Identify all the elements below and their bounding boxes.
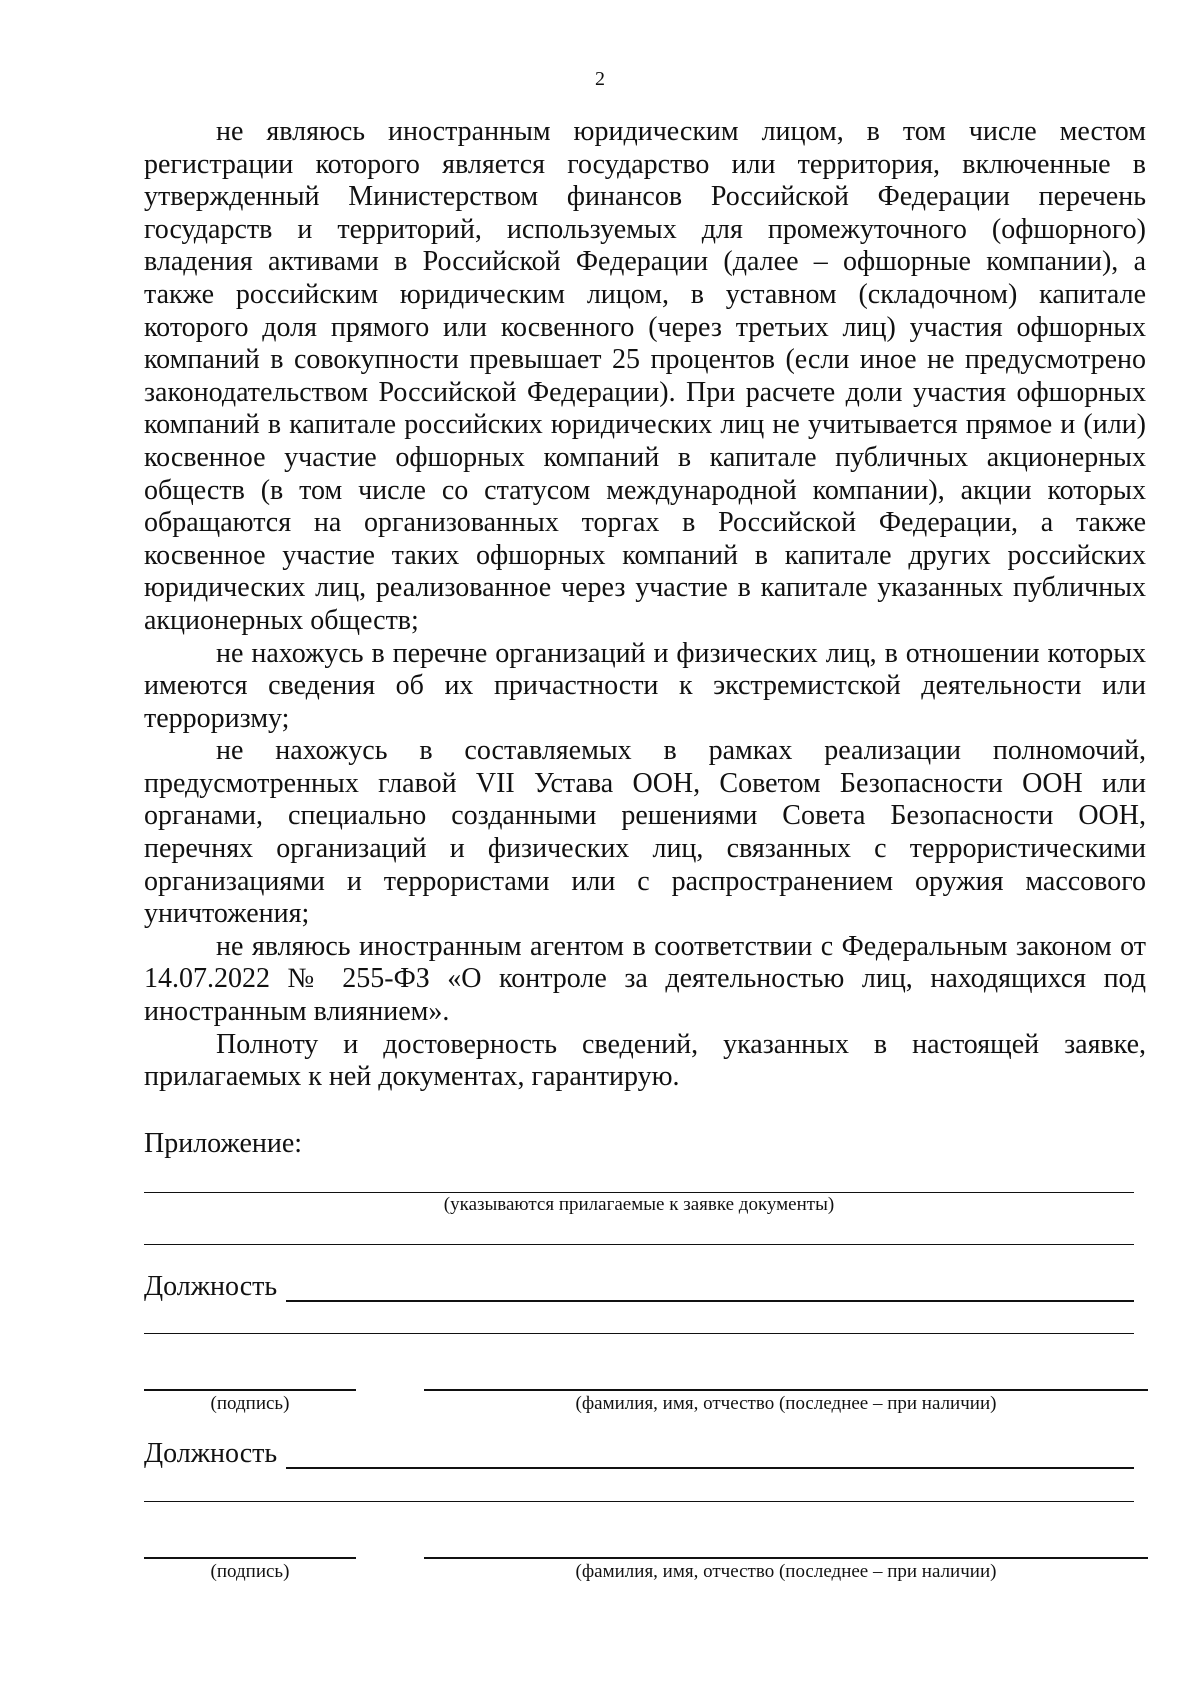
position-label-1: Должность bbox=[144, 1271, 278, 1302]
position-extra-line-1[interactable] bbox=[144, 1333, 1134, 1334]
position-extra-line-2[interactable] bbox=[144, 1501, 1134, 1502]
signature-caption-1: (подпись) bbox=[210, 1393, 290, 1414]
name-line-2[interactable] bbox=[424, 1557, 1148, 1559]
position-label-2: Должность bbox=[144, 1438, 278, 1469]
signature-caption-2: (подпись) bbox=[210, 1561, 290, 1582]
page-number: 2 bbox=[595, 68, 605, 90]
signature-line-2[interactable] bbox=[144, 1557, 356, 1559]
name-line-1[interactable] bbox=[424, 1389, 1148, 1391]
name-caption-2: (фамилия, имя, отчество (последнее – при наличии) bbox=[575, 1561, 997, 1582]
position-field-2[interactable] bbox=[286, 1467, 1134, 1469]
position-field-1[interactable] bbox=[286, 1300, 1134, 1302]
appendix-line-1[interactable] bbox=[144, 1192, 1134, 1193]
paragraph-guarantee: Полноту и достоверность сведений, указанных в настоящей заявке, прилагаемых к ней документах, гарантирую. bbox=[144, 1028, 1146, 1093]
paragraph-un-sanctions: не нахожусь в составляемых в рамках реализации полномочий, предусмотренных главой VII Устава ООН, Советом Безопасности ООН или органами, специально созданными решениями Совета Безопасности ООН, перечнях организаций и физических лиц, связанных с террористическими организациями и террористами или с распространением оружия массового уничтожения; bbox=[144, 735, 1146, 930]
paragraph-offshore: не являюсь иностранным юридическим лицом, в том числе местом регистрации которого является государство или территория, включенные в утвержденный Министерством финансов Российской Федерации перечень государств и территорий, используемых для промежуточного (офшорного) владения активами в Российской Федерации (далее – офшорные компании), а также российским юридическим лицом, в уставном (складочном) капитале которого доля прямого или косвенного (через третьих лиц) участия офшорных компаний в совокупности превышает 25 процентов (если иное не предусмотрено законодательством Российской Федерации). При расчете доли участия офшорных компаний в капитале российских юридических лиц не учитывается прямое и (или) косвенное участие офшорных компаний в капитале публичных акционерных обществ (в том числе со статусом международной компании), акции которых обращаются на организованных торгах в Российской Федерации, а также косвенное участие таких офшорных компаний в капитале других российских юридических лиц, реализованное через участие в капитале указанных публичных акционерных обществ; bbox=[144, 116, 1146, 636]
signature-line-1[interactable] bbox=[144, 1389, 356, 1391]
name-caption-1: (фамилия, имя, отчество (последнее – при наличии) bbox=[575, 1393, 997, 1414]
paragraph-foreign-agent: не являюсь иностранным агентом в соответствии с Федеральным законом от 14.07.2022 № 255-ФЗ «О контроле за деятельностью лиц, находящихся под иностранным влиянием». bbox=[144, 930, 1146, 1028]
appendix-label: Приложение: bbox=[144, 1128, 303, 1159]
appendix-caption: (указываются прилагаемые к заявке документы) bbox=[443, 1194, 835, 1215]
declaration-text bbox=[144, 116, 1146, 1094]
appendix-line-2[interactable] bbox=[144, 1244, 1134, 1245]
paragraph-extremism: не нахожусь в перечне организаций и физических лиц, в отношении которых имеются сведения об их причастности к экстремистской деятельности или терроризму; bbox=[144, 637, 1146, 734]
